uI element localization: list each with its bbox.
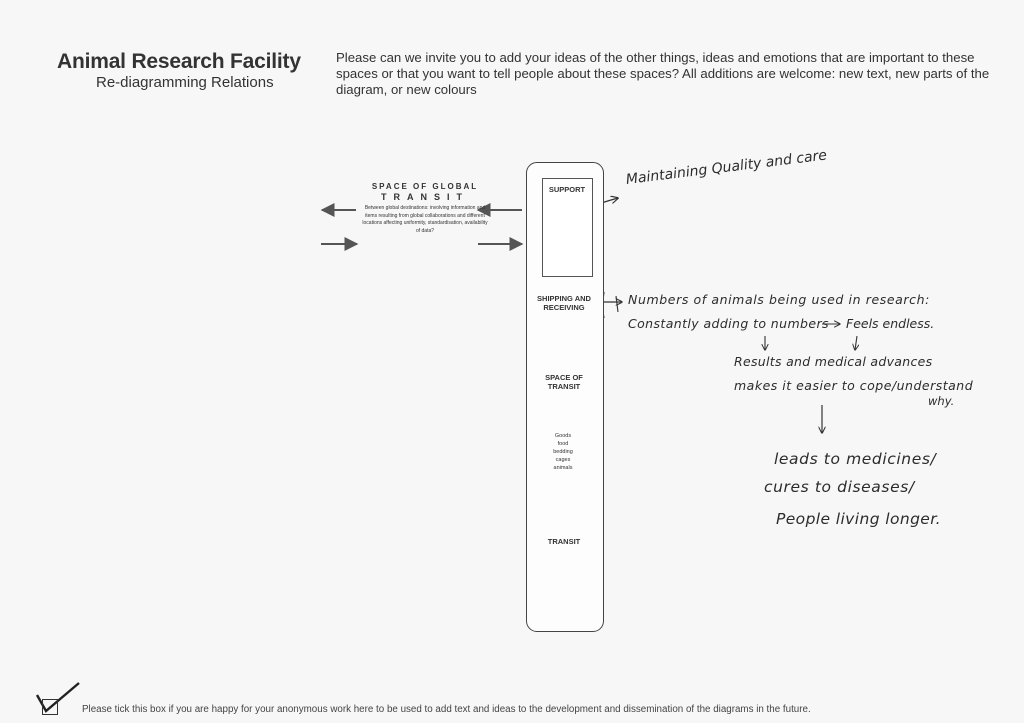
global-transit-title-2: TRANSIT [381,192,469,202]
label-shipping: SHIPPING AND RECEIVING [537,294,591,312]
pen-arrow-down-2 [855,336,857,350]
consent-text: Please tick this box if you are happy for your anonymous work here to be used to add text and ideas to the development and dissemination of the diagrams in the future. [82,704,811,715]
intro-text: Please can we invite you to add your ideas of the other things, ideas and emotions that are important to these spaces or that you want to tell people about these spaces? All additions are welcome: new text, new parts of the diagram, or new colours [336,50,990,97]
handwritten-note-constantly: Constantly adding to numbers [628,316,829,331]
handwritten-note-medicines: leads to medicines/ [774,450,937,468]
global-transit-block [360,182,490,235]
handwritten-note-numbers: Numbers of animals being used in research: [628,292,930,307]
consent-checkbox[interactable] [42,699,58,715]
list-item: cages [555,457,571,463]
handwritten-note-why: why. [928,394,955,408]
page-title: Animal Research Facility [57,50,301,73]
handwritten-note-quality: Maintaining Quality and care [625,147,828,188]
handwritten-note-cope: makes it easier to cope/understand [734,378,974,393]
list-item: animals [553,465,573,471]
handwritten-note-people: People living longer. [776,510,941,528]
list-item: bedding [553,449,573,455]
label-space-of-transit: SPACE OF TRANSIT [545,373,583,391]
global-transit-title: SPACE OF GLOBAL [371,182,479,191]
global-transit-description: Between global destinations: involving information and items resulting from global collaborations and different locations affecting uniformity, standardisation, availability of data? [362,205,488,234]
handwritten-note-cures: cures to diseases/ [764,478,915,496]
label-support: SUPPORT [548,185,586,194]
label-transit: TRANSIT [547,537,581,546]
handwritten-note-results: Results and medical advances [734,354,933,369]
list-item: food [557,441,569,447]
transit-items-list [541,432,585,472]
page-subtitle: Re-diagramming Relations [96,74,274,91]
handwritten-note-endless: Feels endless. [846,316,935,331]
list-item: Goods [554,433,572,439]
